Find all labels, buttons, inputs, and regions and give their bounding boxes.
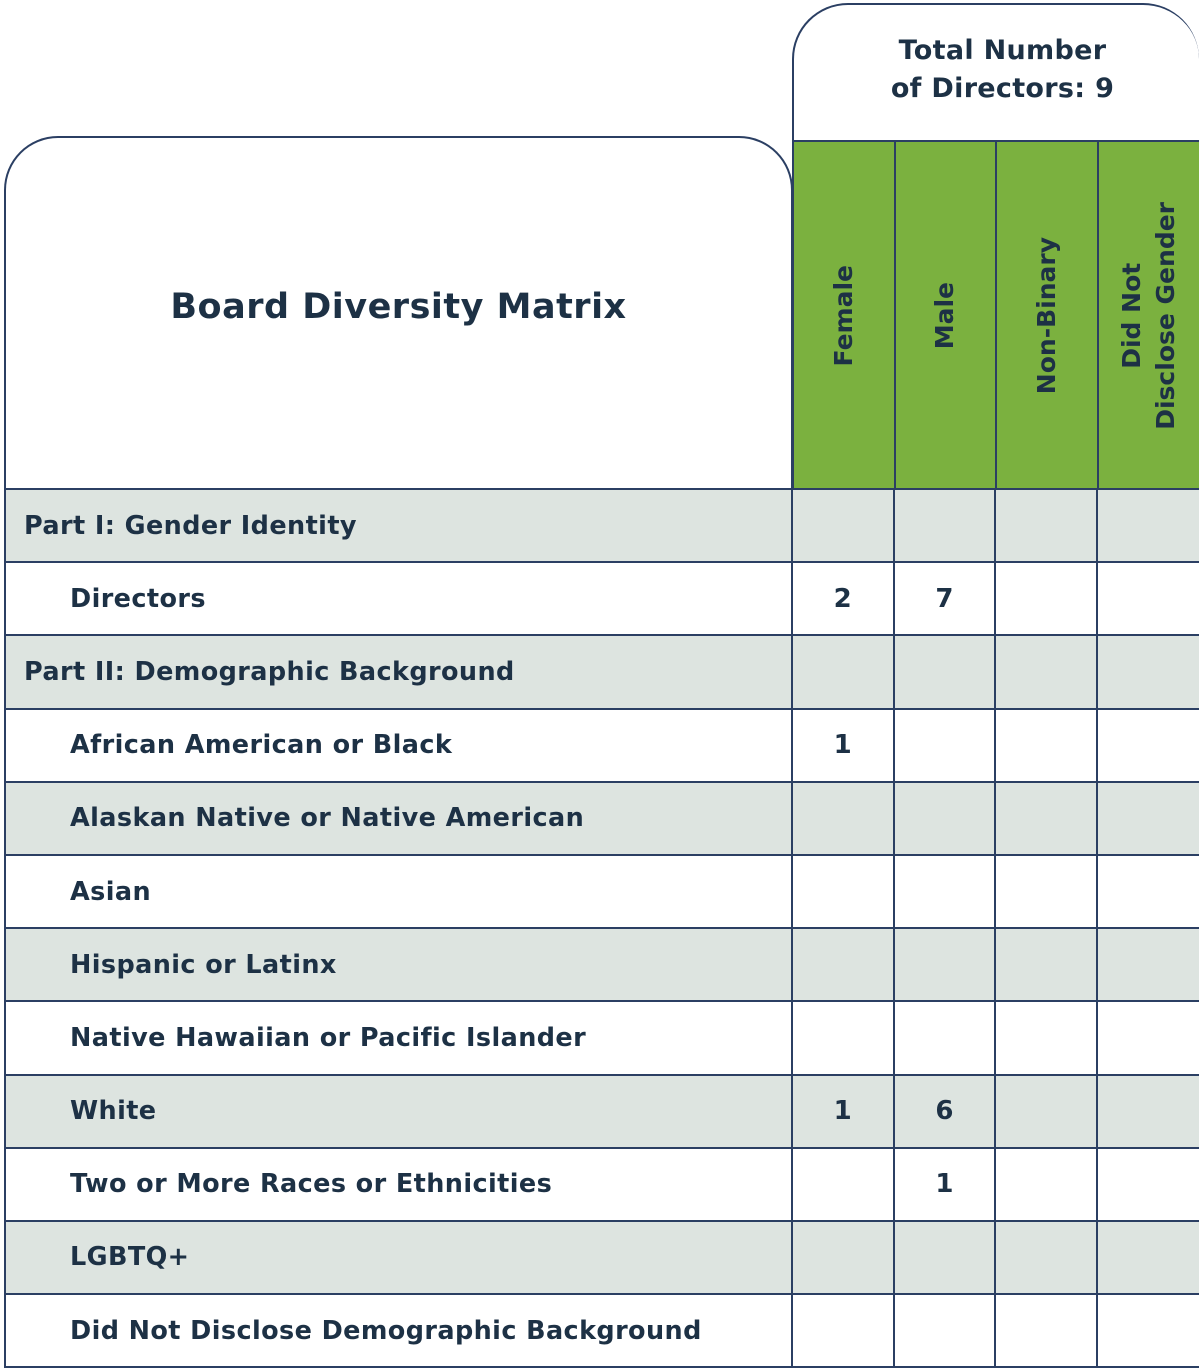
total-directors-line2: of Directors: 9 [890,73,1115,104]
table-cell [1098,636,1199,707]
table-cell [1098,856,1199,927]
table-row [6,710,1199,783]
row-label: Hispanic or Latinx [6,929,793,1000]
table-row [6,636,1199,709]
column-header-label: Male [930,282,960,350]
table-cell [996,1222,1098,1293]
table-row [6,1076,1199,1149]
table-cell: 1 [793,710,895,781]
table-cell [895,1002,997,1073]
column-header-line: Did Not [1116,263,1146,369]
table-cell [996,1002,1098,1073]
matrix-title: Board Diversity Matrix [170,287,627,327]
table-cell [1098,1002,1199,1073]
table-row [6,1222,1199,1295]
table-cell [793,1295,895,1366]
table-cell [895,490,997,561]
row-label: Two or More Races or Ethnicities [6,1149,793,1220]
row-label: Native Hawaiian or Pacific Islander [6,1002,793,1073]
table-cell [1098,710,1199,781]
table-cell [1098,1076,1199,1147]
table-cell [793,783,895,854]
row-label: Directors [6,563,793,634]
column-header-non-binary [997,142,1099,490]
row-label: Did Not Disclose Demographic Background [6,1295,793,1366]
table-cell [793,636,895,707]
table-cell [793,929,895,1000]
table-cell [996,563,1098,634]
table-cell [793,1149,895,1220]
table-cell: 6 [895,1076,997,1147]
table-cell [793,856,895,927]
table-row [6,1295,1199,1368]
table-cell [1098,563,1199,634]
column-header-female [794,142,896,490]
table-cell: 1 [793,1076,895,1147]
table-cell: 1 [895,1149,997,1220]
table-row [6,783,1199,856]
row-label: Alaskan Native or Native American [6,783,793,854]
table-cell [1098,490,1199,561]
section-label: Part II: Demographic Background [6,636,793,707]
row-label: African American or Black [6,710,793,781]
column-headers [792,140,1199,490]
table-cell [793,1002,895,1073]
table-cell [996,856,1098,927]
table-cell [996,929,1098,1000]
table-cell [895,1295,997,1366]
table-row [6,1002,1199,1075]
table-row [6,563,1199,636]
table-cell [996,1295,1098,1366]
table-cell [996,636,1098,707]
table-row [6,490,1199,563]
table-cell [895,636,997,707]
table-cell [1098,1149,1199,1220]
table-cell [895,1222,997,1293]
table-cell [996,1076,1098,1147]
table-row [6,856,1199,929]
column-header-did-not-disclose-gender [1099,142,1199,490]
column-header-label: Female [828,265,858,367]
table-cell [895,783,997,854]
title-card [4,136,793,490]
table-cell [793,490,895,561]
column-header-label: Non-Binary [1031,237,1061,395]
table-cell [1098,1295,1199,1366]
table-cell [1098,929,1199,1000]
column-header-male [896,142,998,490]
table-cell [996,710,1098,781]
table-row [6,929,1199,1002]
table-cell [895,710,997,781]
row-label: Asian [6,856,793,927]
total-directors-line1: Total Number [898,35,1107,66]
row-label: LGBTQ+ [6,1222,793,1293]
column-header-label [1115,202,1183,430]
table-cell [895,929,997,1000]
table-cell [996,490,1098,561]
table-cell [793,1222,895,1293]
table-cell: 7 [895,563,997,634]
total-directors-card [792,3,1199,143]
table-cell [1098,783,1199,854]
table-cell [996,783,1098,854]
matrix-rows [4,488,1199,1368]
table-cell [895,856,997,927]
column-header-line: Disclose Gender [1150,202,1180,430]
table-cell [1098,1222,1199,1293]
row-label: White [6,1076,793,1147]
table-cell: 2 [793,563,895,634]
table-row [6,1149,1199,1222]
table-cell [996,1149,1098,1220]
section-label: Part I: Gender Identity [6,490,793,561]
